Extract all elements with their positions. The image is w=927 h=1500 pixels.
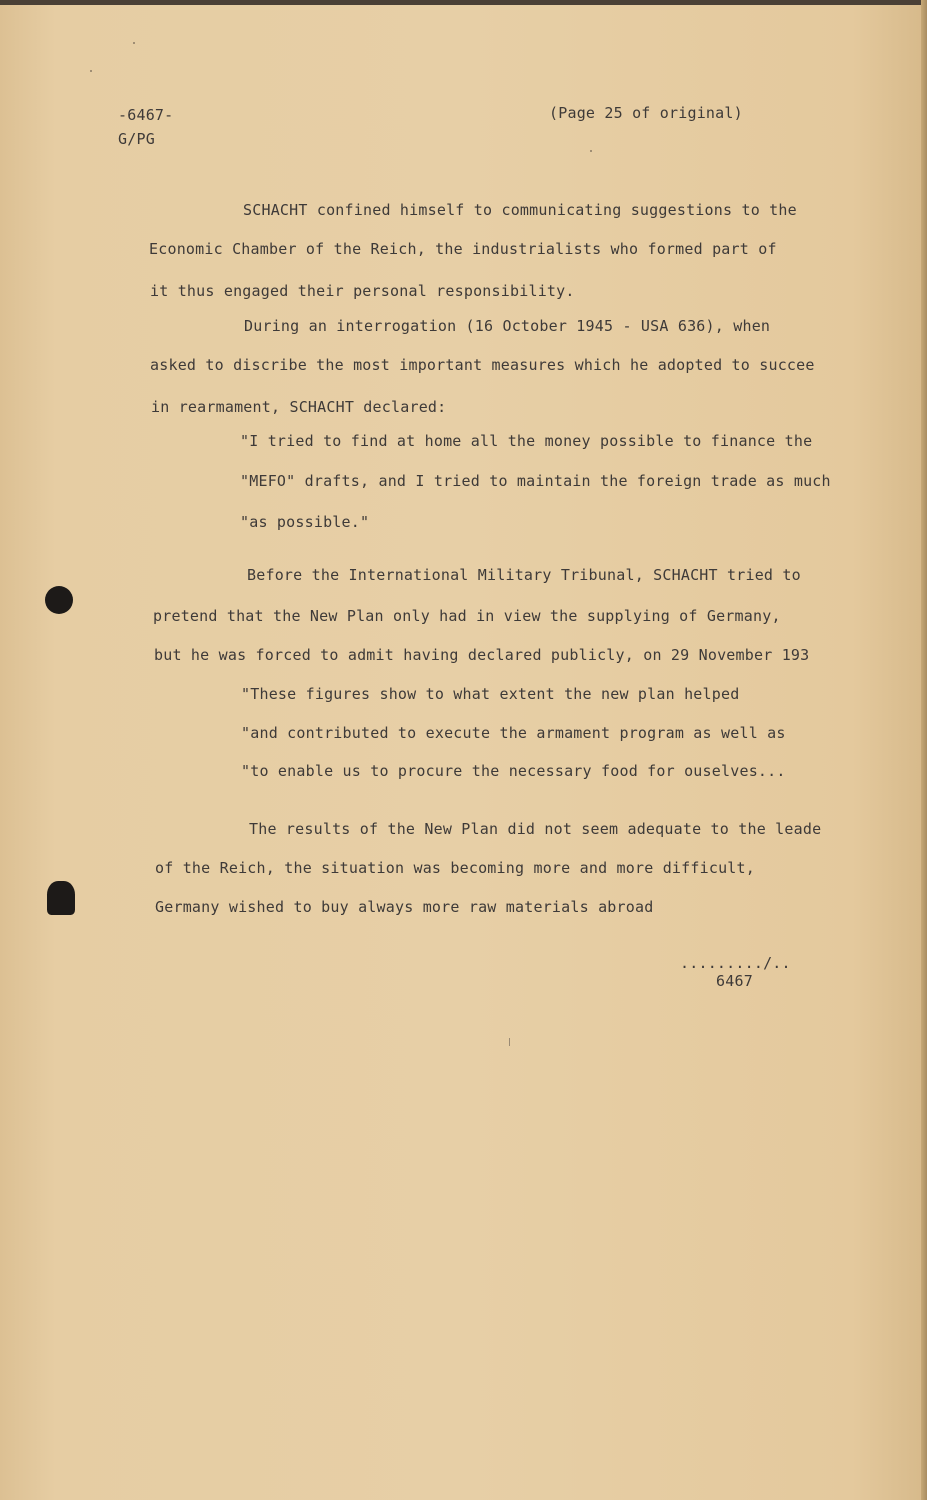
binder-clip-mark [47, 881, 75, 915]
quote-line: "to enable us to procure the necessary food for ouselves... [241, 762, 786, 780]
paper-mark [509, 1038, 510, 1046]
body-line: Germany wished to buy always more raw materials abroad [155, 898, 654, 916]
quote-line: "I tried to find at home all the money possible to finance the [240, 432, 813, 450]
quote-line: "These figures show to what extent the new plan helped [241, 685, 740, 703]
paper-speck [90, 70, 92, 72]
paper-speck [590, 150, 592, 152]
doc-number-header: -6467- [118, 106, 174, 124]
page-top-edge [0, 0, 927, 5]
body-line: During an interrogation (16 October 1945 - USA 636), when [244, 317, 771, 335]
body-line: pretend that the New Plan only had in view the supplying of Germany, [153, 607, 781, 625]
body-line: The results of the New Plan did not seem adequate to the leade [249, 820, 822, 838]
body-line: in rearmament, SCHACHT declared: [151, 398, 447, 416]
body-line: of the Reich, the situation was becoming more and more difficult, [155, 859, 755, 877]
body-line: asked to discribe the most important measures which he adopted to succee [150, 356, 815, 374]
body-line: Economic Chamber of the Reich, the industrialists who formed part of [149, 240, 777, 258]
body-line: it thus engaged their personal responsibility. [150, 282, 575, 300]
doc-number-footer: 6467 [716, 972, 753, 990]
quote-line: "and contributed to execute the armament program as well as [241, 724, 786, 742]
paper-speck [133, 42, 135, 44]
body-line: Before the International Military Tribunal, SCHACHT tried to [247, 566, 801, 584]
body-line: but he was forced to admit having declared publicly, on 29 November 193 [154, 646, 810, 664]
punch-hole [45, 586, 73, 614]
continuation-mark: ........./.. [680, 954, 791, 972]
page-right-edge [921, 0, 927, 1500]
page-reference: (Page 25 of original) [549, 104, 743, 122]
body-line: SCHACHT confined himself to communicating suggestions to the [243, 201, 797, 219]
quote-line: "as possible." [240, 513, 370, 531]
initials: G/PG [118, 130, 155, 148]
quote-line: "MEFO" drafts, and I tried to maintain the foreign trade as much [240, 472, 831, 490]
